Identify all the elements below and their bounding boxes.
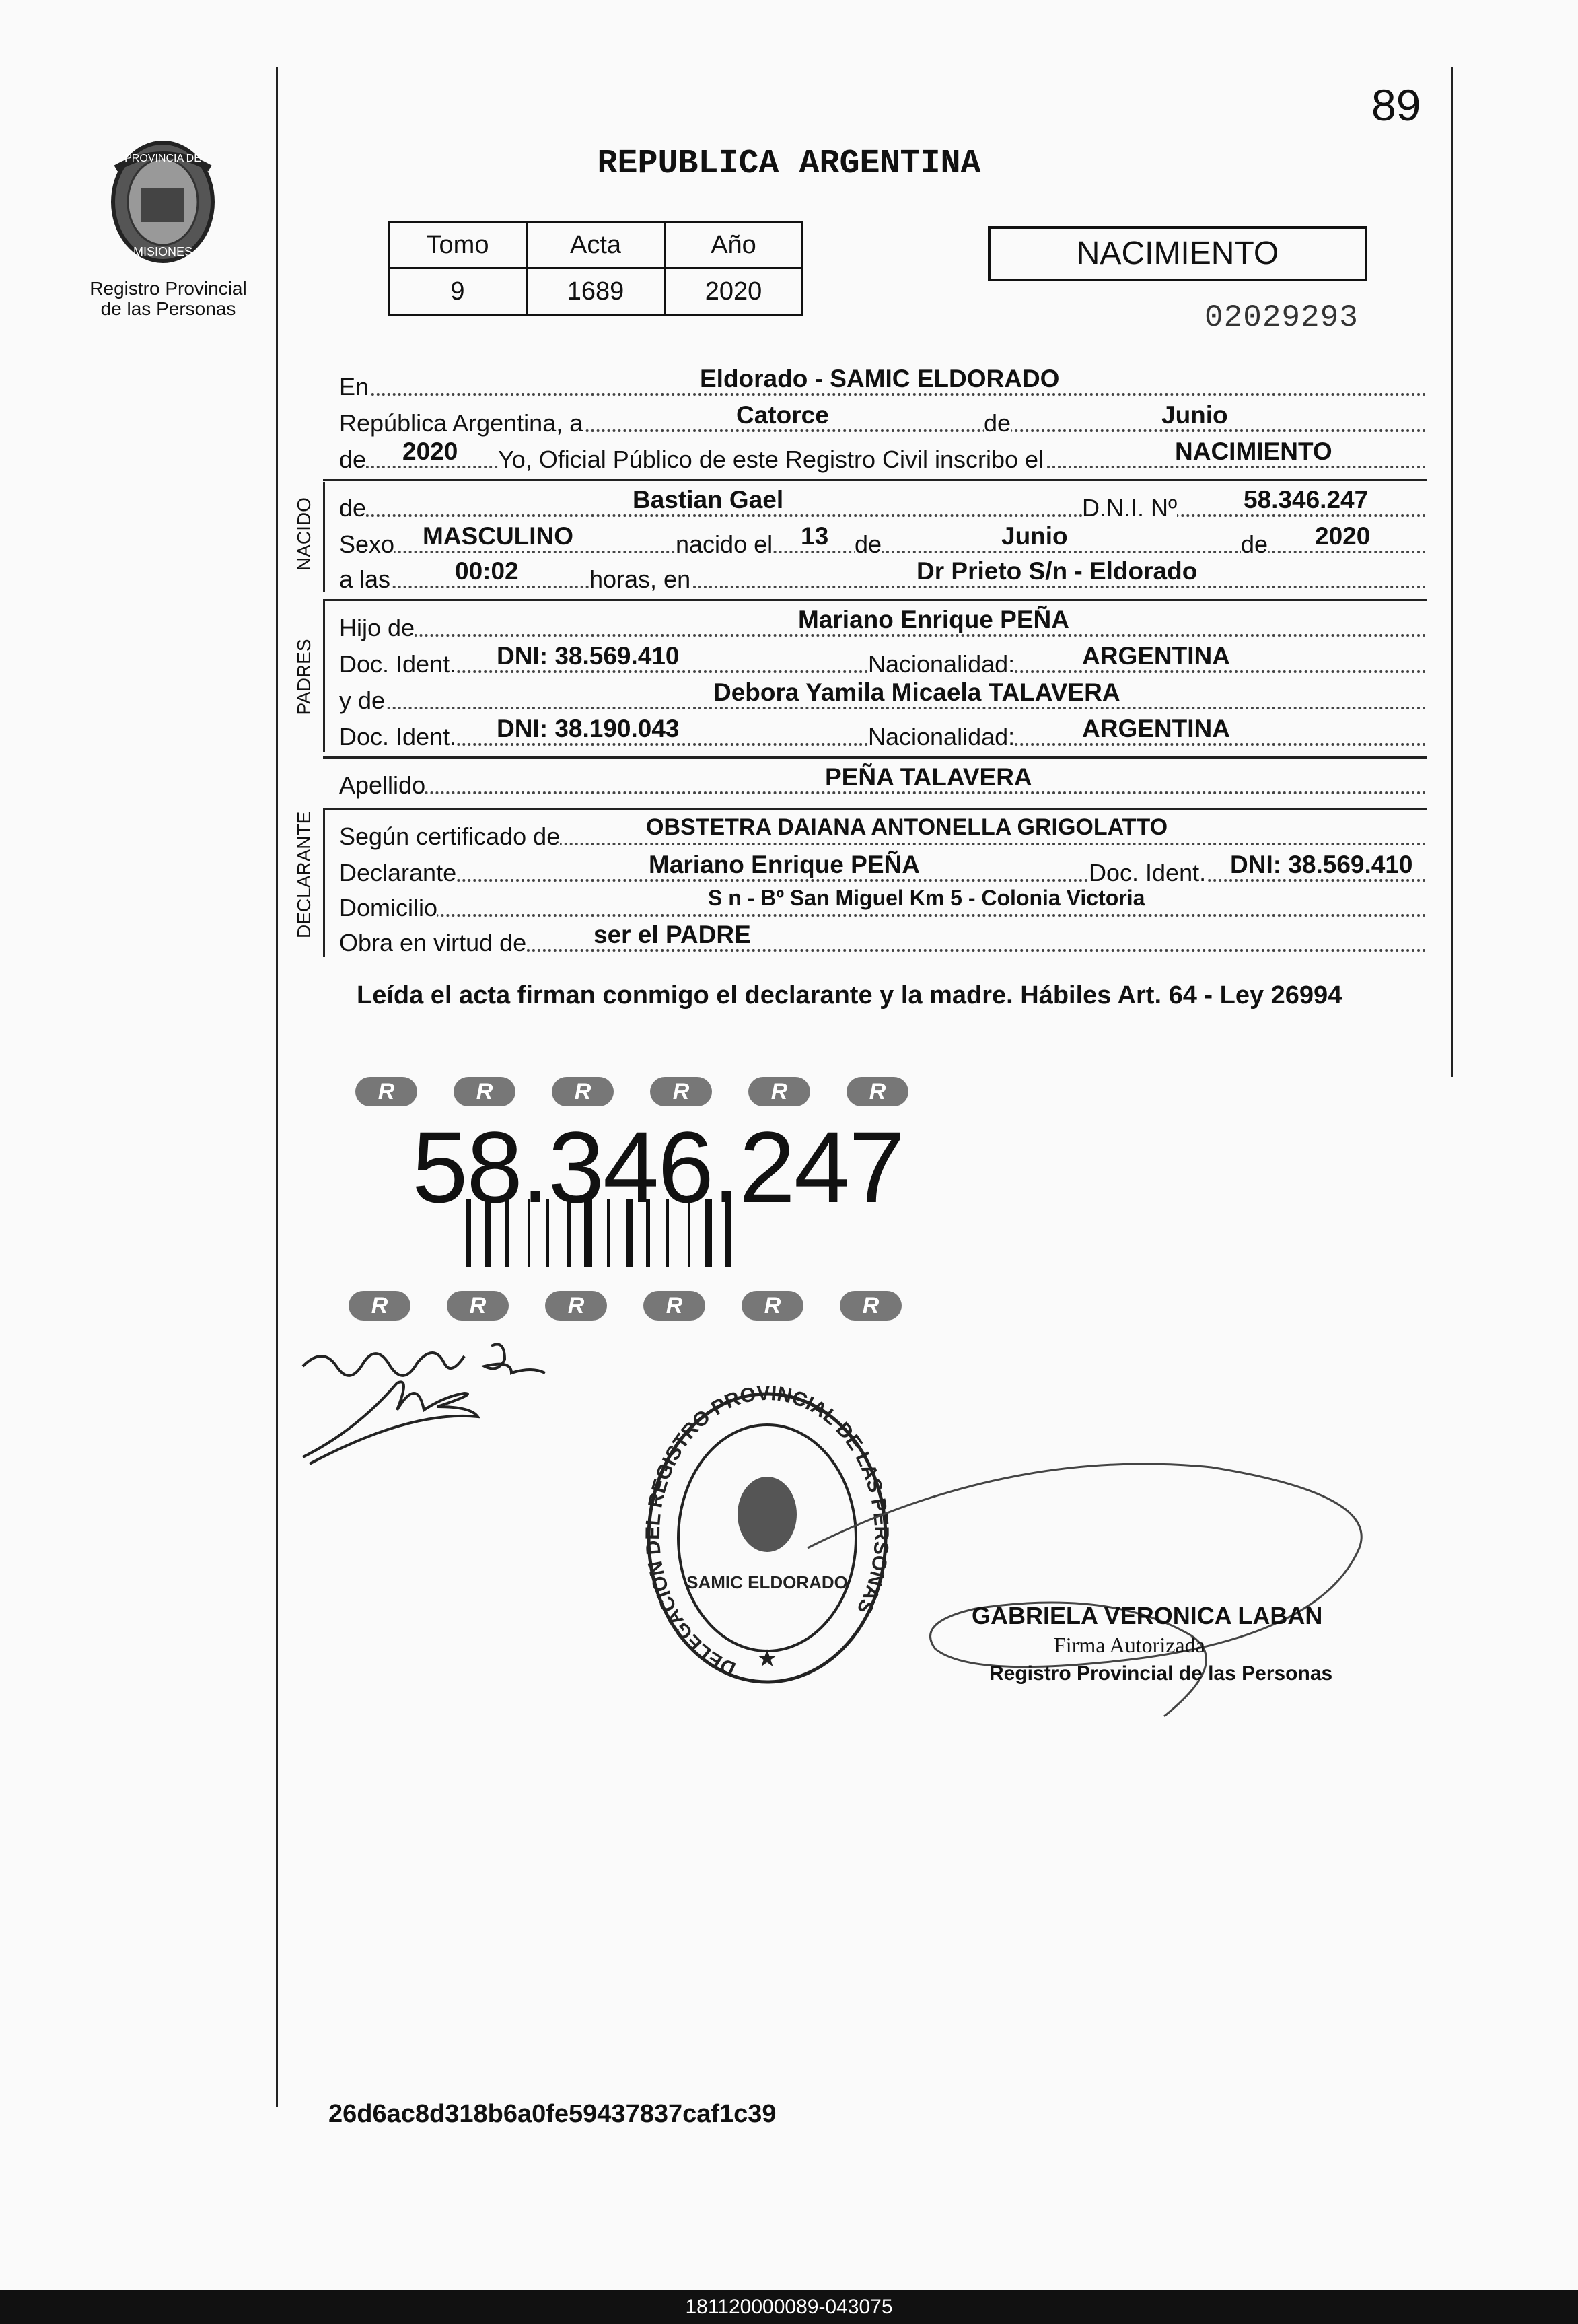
- r-badge: R: [552, 1077, 614, 1106]
- en-label: En: [339, 373, 369, 400]
- horas-label: horas, en: [589, 565, 691, 593]
- serial-number: 02029293: [1205, 300, 1359, 335]
- record-header-acta: Acta: [527, 222, 665, 269]
- section-declarante: DECLARANTE: [293, 811, 314, 938]
- obra-label: Obra en virtud de: [339, 929, 527, 956]
- hijo-label: Hijo de: [339, 614, 415, 641]
- nacido-bracket: [323, 482, 325, 592]
- r-badge: R: [545, 1291, 607, 1321]
- record-table: [388, 221, 803, 316]
- republica-label: República Argentina, a: [339, 409, 583, 437]
- row-en: [339, 365, 1427, 402]
- r-badge: R: [840, 1291, 902, 1321]
- row-father-doc: [339, 642, 1427, 680]
- stamp-center-text: SAMIC ELDORADO: [686, 1572, 848, 1592]
- r-badge: R: [748, 1077, 810, 1106]
- birth-day: 13: [801, 522, 829, 550]
- mother-doc: DNI: 38.190.043: [497, 715, 680, 742]
- hour-value: 00:02: [455, 557, 519, 585]
- oficial-text: Yo, Oficial Público de este Registro Civil inscribo el: [498, 446, 1044, 473]
- dni-label: D.N.I. Nº: [1082, 494, 1178, 522]
- apellido-label: Apellido: [339, 771, 426, 799]
- row-name: [339, 486, 1427, 524]
- declarante-doc-label: Doc. Ident.: [1089, 859, 1207, 886]
- domicilio-label: Domicilio: [339, 894, 438, 921]
- month-value: Junio: [1161, 401, 1228, 429]
- section-nacido: NACIDO: [293, 497, 314, 571]
- dni-value: 58.346.247: [1244, 486, 1369, 514]
- registry-label: Registro Provincial de las Personas: [89, 278, 247, 319]
- row-republica: [339, 401, 1427, 439]
- row-domicilio: [339, 886, 1427, 923]
- row-year: [339, 437, 1427, 475]
- official-name: GABRIELA VERONICA LABAN: [972, 1602, 1323, 1629]
- divider-4: [323, 808, 1427, 810]
- row-mother: [339, 678, 1427, 716]
- seal-text-bottom: MISIONES: [133, 245, 193, 258]
- father-doc-value: DNI: 38.569.410: [497, 642, 680, 670]
- sexo-label: Sexo: [339, 530, 395, 558]
- svg-text:★: ★: [756, 1644, 779, 1672]
- father-nat: ARGENTINA: [1082, 642, 1230, 670]
- father-doc-label: Doc. Ident.: [339, 650, 457, 678]
- father-name: Mariano Enrique PEÑA: [798, 606, 1069, 633]
- mother-nat-label: Nacionalidad:: [868, 723, 1015, 750]
- domicilio-value: S n - Bº San Miguel Km 5 - Colonia Victoria: [708, 886, 1145, 910]
- obra-value: ser el PADRE: [594, 921, 751, 948]
- r-badge: R: [447, 1291, 509, 1321]
- r-badge: R: [742, 1291, 803, 1321]
- left-margin-line: [276, 67, 278, 2107]
- declarante-doc: DNI: 38.569.410: [1230, 851, 1413, 878]
- mother-name: Debora Yamila Micaela TALAVERA: [713, 678, 1120, 706]
- de-label: de: [984, 409, 1011, 437]
- row-obra: [339, 921, 1427, 958]
- official-role: Firma Autorizada: [1054, 1633, 1205, 1657]
- divider-1: [323, 479, 1427, 481]
- official-signature: [794, 1380, 1386, 1757]
- row-apellido: [339, 763, 1427, 801]
- sexo-value: MASCULINO: [423, 522, 574, 550]
- declarante-bracket: [323, 809, 325, 957]
- stamp-ring-text: DELEGACION DEL REGISTRO PROVINCIAL DE LAS PERSONAS: [641, 1386, 893, 1681]
- row-hijo: [339, 606, 1427, 643]
- footer-code: 181120000089-043075: [0, 2290, 1578, 2324]
- birth-month: Junio: [1001, 522, 1068, 550]
- year-value: 2020: [402, 437, 458, 465]
- mother-doc-label: Doc. Ident.: [339, 723, 457, 750]
- record-value-acta: 1689: [527, 269, 665, 315]
- row-declarante: [339, 851, 1427, 888]
- closing-text: Leída el acta firman conmigo el declarante y la madre. Hábiles Art. 64 - Ley 26994: [357, 981, 1342, 1010]
- row-segun: [339, 814, 1427, 852]
- record-header-ano: Año: [665, 222, 803, 269]
- r-badge: R: [650, 1077, 712, 1106]
- record-value-tomo: 9: [389, 269, 527, 315]
- de-year-label: de: [339, 446, 367, 473]
- right-margin-line: [1451, 67, 1453, 1077]
- de-label-2: de: [855, 530, 882, 558]
- r-badge: R: [355, 1077, 417, 1106]
- province-seal-icon: [96, 128, 230, 276]
- en-value: Eldorado - SAMIC ELDORADO: [700, 365, 1060, 392]
- day-value: Catorce: [736, 401, 829, 429]
- y-de-label: y de: [339, 686, 386, 714]
- segun-value: OBSTETRA DAIANA ANTONELLA GRIGOLATTO: [646, 814, 1168, 840]
- inscribo-value: NACIMIENTO: [1175, 437, 1332, 465]
- padres-bracket: [323, 600, 325, 752]
- official-registry: Registro Provincial de las Personas: [989, 1662, 1333, 1685]
- apellido-value: PEÑA TALAVERA: [825, 763, 1032, 791]
- birth-year: 2020: [1315, 522, 1371, 550]
- r-badge: R: [454, 1077, 515, 1106]
- section-padres: PADRES: [293, 639, 314, 715]
- r-badge: R: [349, 1291, 410, 1321]
- record-type-box: NACIMIENTO: [988, 226, 1367, 281]
- de-name-label: de: [339, 494, 367, 522]
- place-value: Dr Prieto S/n - Eldorado: [917, 557, 1198, 585]
- divider-3: [323, 756, 1427, 759]
- record-value-ano: 2020: [665, 269, 803, 315]
- r-badge: R: [847, 1077, 908, 1106]
- row-sexo: [339, 522, 1427, 560]
- document-hash: 26d6ac8d318b6a0fe59437837caf1c39: [328, 2100, 777, 2128]
- page-title: REPUBLICA ARGENTINA: [597, 145, 981, 183]
- row-hora: [339, 557, 1427, 595]
- record-header-tomo: Tomo: [389, 222, 527, 269]
- row-mother-doc: [339, 715, 1427, 752]
- de-label-3: de: [1241, 530, 1268, 558]
- segun-label: Según certificado de: [339, 822, 561, 850]
- page-number: 89: [1371, 80, 1421, 130]
- sticker-dni-number: 58.346.247: [412, 1111, 904, 1224]
- declarant-signature: [289, 1339, 626, 1474]
- divider-2: [323, 599, 1427, 601]
- a-las-label: a las: [339, 565, 391, 593]
- name-value: Bastian Gael: [633, 486, 784, 514]
- mother-nat: ARGENTINA: [1082, 715, 1230, 742]
- declarante-label: Declarante: [339, 859, 457, 886]
- seal-text-top: PROVINCIA DE: [124, 153, 201, 164]
- nacido-el-label: nacido el: [676, 530, 773, 558]
- r-badge: R: [643, 1291, 705, 1321]
- father-nat-label: Nacionalidad:: [868, 650, 1015, 678]
- declarante-value: Mariano Enrique PEÑA: [649, 851, 920, 878]
